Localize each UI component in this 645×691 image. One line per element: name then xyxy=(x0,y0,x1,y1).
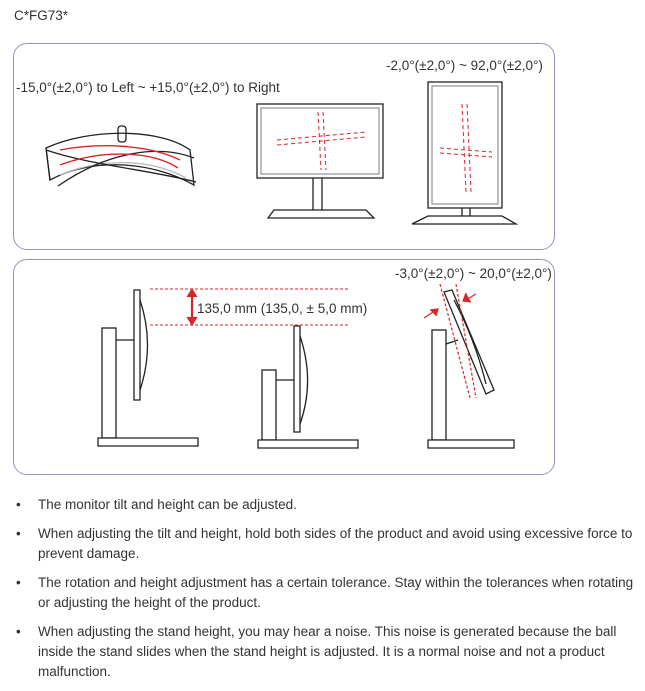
model-name: C*FG73* xyxy=(14,8,69,23)
note-item: • When adjusting the stand height, you may hear a noise. This noise is generated because the ball inside the stand slides when the stand height is adjusted. It is a normal noise and not a product malfunction. xyxy=(16,624,617,679)
notes-list xyxy=(14,495,636,691)
height-tilt-panel xyxy=(13,259,555,475)
pivot-range-label: -2,0°(±2,0°) ~ 92,0°(±2,0°) xyxy=(386,58,543,73)
bullet-icon: • xyxy=(16,526,21,541)
note-item: • The monitor tilt and height can be adjusted. xyxy=(14,495,636,515)
note-item: • The rotation and height adjustment has a certain tolerance. Stay within the tolerances when rotating or adjusting the height of the product. xyxy=(16,575,634,610)
swivel-pivot-panel xyxy=(13,43,555,250)
tilt-range-label: -3,0°(±2,0°) ~ 20,0°(±2,0°) xyxy=(395,266,552,281)
bullet-icon: • xyxy=(16,624,21,639)
bullet-icon: • xyxy=(16,575,21,590)
swivel-range-label: -15,0°(±2,0°) to Left ~ +15,0°(±2,0°) to Right xyxy=(16,80,280,95)
height-range-label: 135,0 mm (135,0, ± 5,0 mm) xyxy=(197,301,368,316)
note-item: • When adjusting the tilt and height, hold both sides of the product and avoid using excessive force to prevent damage. xyxy=(16,526,633,561)
bullet-icon: • xyxy=(16,497,21,512)
